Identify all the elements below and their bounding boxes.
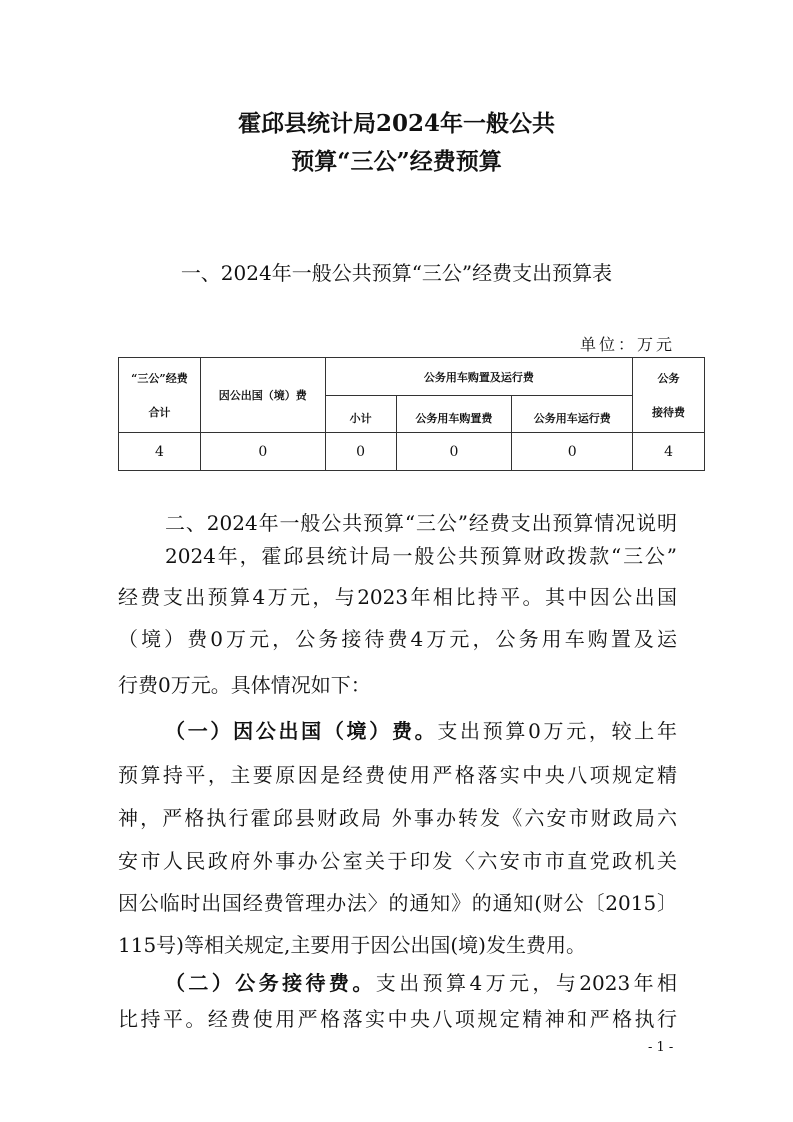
body-line: 经费支出预算4万元，与2023年相比持平。其中因公出国 [118,585,677,609]
header-car: 公务用车购置及运行费 [325,358,632,396]
body-line: 神，严格执行霍邱县财政局 外事办转发《六安市财政局六 [118,806,677,830]
header-text: 公务 [657,372,680,385]
header-subtotal: 小计 [325,396,396,433]
title-line-1: 霍邱县统计局2024年一般公共 [237,110,555,137]
header-car-buy: 公务用车购置费 [396,396,512,433]
body-line: 比持平。经费使用严格落实中央八项规定精神和严格执行 [118,1007,677,1031]
body-line: 预算持平，主要原因是经费使用严格落实中央八项规定精 [118,763,677,787]
body-line: 因公临时出国经费管理办法〉的通知》的通知(财公〔2015〕 [118,891,677,915]
header-car-run: 公务用车运行费 [512,396,633,433]
title-line-2: 预算“三公”经费预算 [291,148,502,175]
header-abroad: 因公出国（境）费 [200,358,325,433]
body-line [165,970,677,996]
cell: 0 [396,433,512,471]
budget-table [118,357,705,471]
cell: 0 [325,433,396,471]
header-reception [633,358,705,433]
body-text: 支出预算4万元，与2023年相 [375,971,678,995]
cell: 4 [119,433,201,471]
header-text: 合计 [148,406,171,419]
cell: 0 [512,433,633,471]
header-total [119,358,201,433]
table-row [119,433,705,471]
header-text: “三公”经费 [131,372,188,385]
header-text: 接待费 [652,406,686,419]
body-line [165,718,677,744]
body-line: 2024年，霍邱县统计局一般公共预算财政拨款“三公” [165,544,677,568]
section-1-heading: 一、2024年一般公共预算“三公”经费支出预算表 [180,261,613,285]
cell: 0 [200,433,325,471]
section-2-heading: 二、2024年一般公共预算“三公”经费支出预算情况说明 [165,511,677,535]
body-text: 支出预算0万元，较上年 [437,719,677,743]
body-line: （境）费0万元，公务接待费4万元，公务用车购置及运 [118,627,677,651]
body-line: 115号)等相关规定,主要用于因公出国(境)发生费用。 [118,933,586,957]
page-number: - 1 - [648,1040,674,1055]
body-line: 行费0万元。具体情况如下： [118,673,371,697]
body-line: 安市人民政府外事办公室关于印发〈六安市市直党政机关 [118,849,677,873]
unit-label: 单位：万元 [579,335,675,354]
cell: 4 [633,433,705,471]
subheading: （二）公务接待费。 [165,971,376,995]
subheading: （一）因公出国（境）费。 [165,719,438,743]
